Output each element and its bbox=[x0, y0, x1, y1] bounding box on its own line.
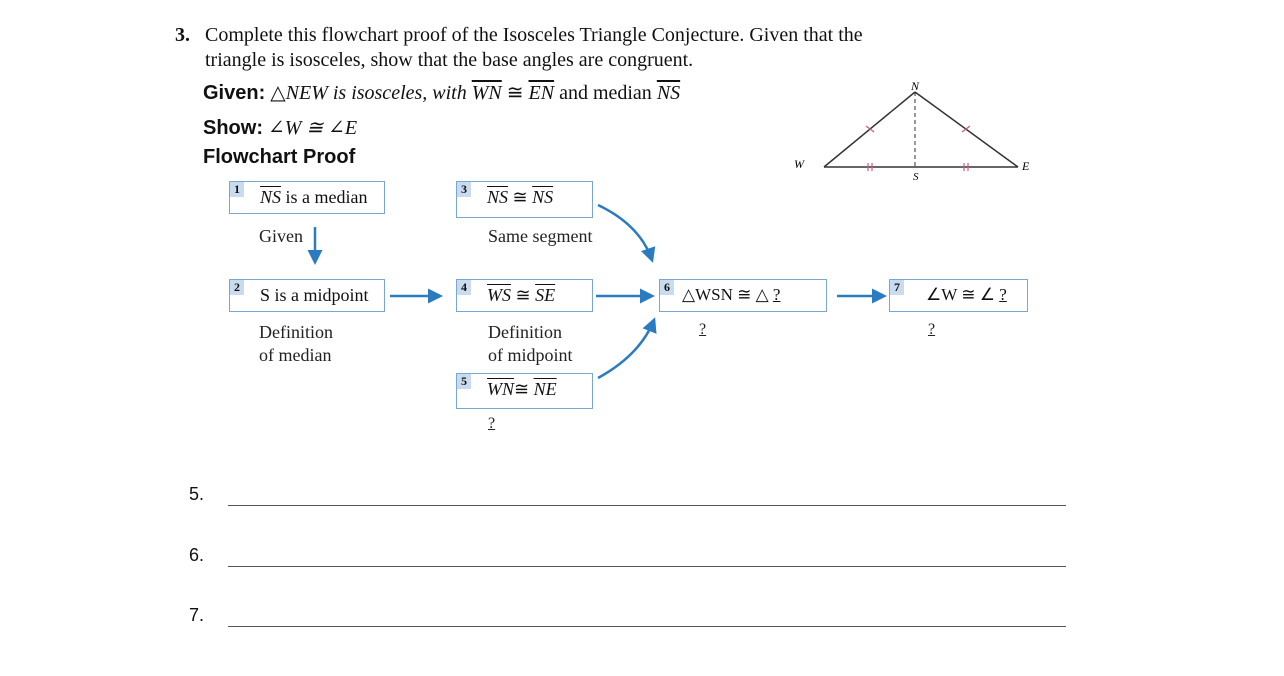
step-7-statement-text: ∠W ≅ ∠ bbox=[926, 285, 1000, 304]
step-4-statement bbox=[487, 285, 555, 306]
step-3-statement bbox=[487, 187, 553, 208]
step-5-box bbox=[456, 373, 593, 409]
answer-line-6[interactable] bbox=[228, 566, 1066, 567]
step-6-statement-text: △WSN ≅ △ bbox=[682, 285, 773, 304]
step-2-box bbox=[229, 279, 385, 312]
step-5-seg-a: $\overline{WN}$ bbox=[487, 379, 514, 399]
answer-label-7: 7. bbox=[189, 605, 205, 625]
given-cong: ≅ bbox=[501, 82, 529, 104]
question-text-line1: Complete this flowchart proof of the Isosceles Triangle Conjecture. Given that the bbox=[205, 24, 863, 46]
step-1-number: 1 bbox=[230, 182, 244, 197]
step-3-number: 3 bbox=[457, 182, 471, 197]
step-7-box bbox=[889, 279, 1028, 312]
step-4-reason-line1: Definition bbox=[488, 322, 562, 342]
step-4-box bbox=[456, 279, 593, 312]
step-4-seg-b: $\overline{SE}$ bbox=[535, 285, 556, 305]
question-number: 3. bbox=[175, 24, 190, 46]
step-5-statement bbox=[487, 379, 557, 400]
given-seg-ns: $\overline{NS}$ bbox=[656, 82, 681, 104]
arrow-5-to-6 bbox=[598, 320, 654, 378]
step-4-reason-line2: of midpoint bbox=[488, 345, 573, 365]
given-seg-wn: $\overline{WN}$ bbox=[471, 82, 502, 104]
answer-line-7[interactable] bbox=[228, 626, 1066, 627]
step-3-cong: ≅ bbox=[508, 187, 533, 207]
flowchart-title: Flowchart Proof bbox=[203, 146, 356, 168]
step-7-blank[interactable]: ? bbox=[999, 285, 1007, 304]
question-text-line2: triangle is isosceles, show that the base angles are congruent. bbox=[205, 49, 694, 71]
step-7-number: 7 bbox=[890, 280, 904, 295]
answer-label-5: 5. bbox=[189, 484, 205, 504]
step-6-number: 6 bbox=[660, 280, 674, 295]
answer-label-6: 6. bbox=[189, 545, 205, 565]
step-1-box bbox=[229, 181, 385, 214]
step-5-cong: ≅ bbox=[514, 379, 534, 399]
step-6-blank[interactable]: ? bbox=[772, 285, 781, 304]
step-4-number: 4 bbox=[457, 280, 471, 295]
vertex-label-w: W bbox=[794, 157, 804, 171]
given-label: Given: bbox=[203, 82, 266, 104]
step-5-number: 5 bbox=[457, 374, 471, 389]
step-4-seg-a: $\overline{WS}$ bbox=[487, 285, 511, 305]
step-2-statement: S is a midpoint bbox=[260, 285, 369, 305]
step-1-seg: $\overline{NS}$ bbox=[260, 187, 282, 207]
step-6-statement bbox=[682, 285, 780, 305]
step-1-statement bbox=[260, 187, 368, 208]
step-2-reason-line2: of median bbox=[259, 345, 332, 365]
step-3-box bbox=[456, 181, 593, 218]
step-5-seg-b: $\overline{NE}$ bbox=[533, 379, 557, 399]
answer-line-5[interactable] bbox=[228, 505, 1066, 506]
step-3-seg-b: $\overline{NS}$ bbox=[532, 187, 554, 207]
given-text-b: and median bbox=[554, 82, 657, 104]
step-4-cong: ≅ bbox=[511, 285, 536, 305]
step-3-reason: Same segment bbox=[488, 226, 593, 246]
step-6-reason-blank[interactable]: ? bbox=[699, 321, 707, 338]
step-2-reason-line1: Definition bbox=[259, 322, 333, 342]
vertex-label-e: E bbox=[1022, 159, 1030, 173]
show-text: ∠W ≅ ∠E bbox=[263, 117, 358, 139]
step-7-reason-blank[interactable]: ? bbox=[928, 321, 936, 338]
step-5-reason-blank[interactable]: ? bbox=[488, 415, 496, 432]
step-1-reason: Given bbox=[259, 226, 303, 246]
given-text-a: △NEW is isosceles, with bbox=[265, 82, 472, 104]
arrow-3-to-6 bbox=[598, 205, 652, 260]
step-7-statement bbox=[926, 285, 1007, 305]
step-3-seg-a: $\overline{NS}$ bbox=[487, 187, 509, 207]
step-1-rest: is a median bbox=[281, 187, 368, 207]
vertex-label-n: N bbox=[911, 79, 920, 93]
step-6-box bbox=[659, 279, 827, 312]
given-seg-en: $\overline{EN}$ bbox=[528, 82, 555, 104]
step-2-number: 2 bbox=[230, 280, 244, 295]
vertex-label-s: S bbox=[913, 171, 919, 183]
show-label: Show: bbox=[203, 117, 263, 139]
